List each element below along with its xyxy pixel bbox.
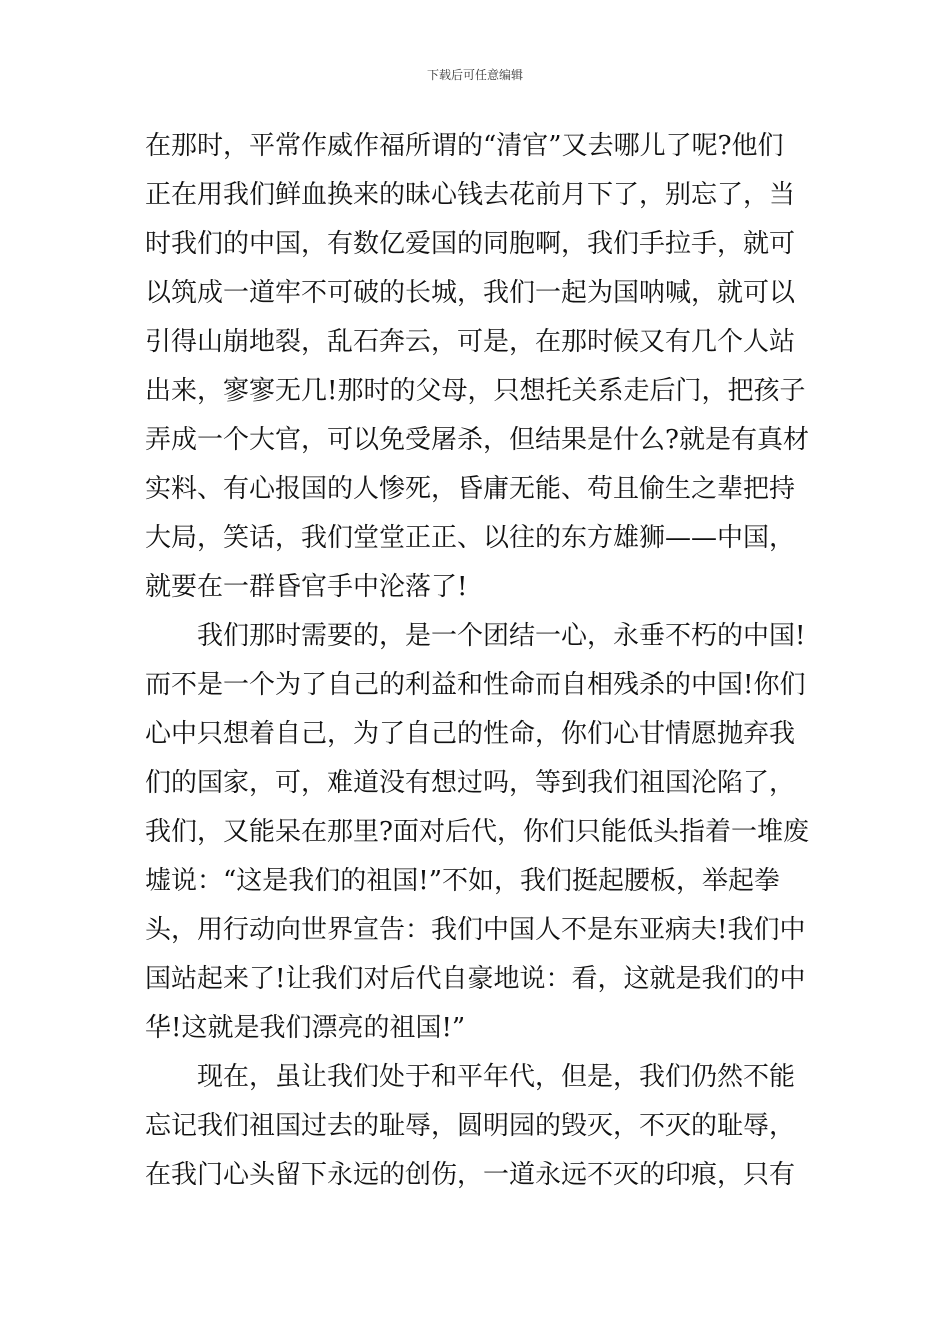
text-line: 在那时，平常作威作福所谓的“清官”又去哪儿了呢?他们 xyxy=(145,131,784,161)
text-line: 正在用我们鲜血换来的昧心钱去花前月下了，别忘了，当 xyxy=(145,180,796,210)
text-line: 弄成一个大官，可以免受屠杀，但结果是什么?就是有真材 xyxy=(145,425,809,455)
body-text xyxy=(145,122,810,1200)
page-header: 下载后可任意编辑 xyxy=(426,68,523,82)
text-line: 以筑成一道牢不可破的长城，我们一起为国呐喊，就可以 xyxy=(145,278,796,308)
text-line: 国站起来了!让我们对后代自豪地说：看，这就是我们的中 xyxy=(145,964,806,994)
text-line: 在我门心头留下永远的创伤，一道永远不灭的印痕，只有 xyxy=(145,1160,796,1190)
text-line: 就要在一群昏官手中沦落了! xyxy=(145,572,468,602)
text-line: 实料、有心报国的人惨死，昏庸无能、苟且偷生之辈把持 xyxy=(145,474,796,504)
paragraph-start-line: 我们那时需要的，是一个团结一心，永垂不朽的中国! xyxy=(197,621,806,651)
text-line: 心中只想着自己，为了自己的性命，你们心甘情愿抛弃我 xyxy=(145,719,796,749)
text-line: 而不是一个为了自己的利益和性命而自相残杀的中国!你们 xyxy=(145,670,806,700)
text-line: 我们，又能呆在那里?面对后代，你们只能低头指着一堆废 xyxy=(145,817,809,847)
text-line: 大局，笑话，我们堂堂正正、以往的东方雄狮——中国， xyxy=(145,523,796,553)
text-line: 墟说：“这是我们的祖国!”不如，我们挺起腰板，举起拳 xyxy=(145,866,781,896)
text-line: 忘记我们祖国过去的耻辱，圆明园的毁灭，不灭的耻辱， xyxy=(145,1111,796,1141)
text-line: 华!这就是我们漂亮的祖国!” xyxy=(145,1013,466,1043)
paragraph-start-line: 现在，虽让我们处于和平年代，但是，我们仍然不能 xyxy=(197,1062,796,1092)
text-line: 头，用行动向世界宣告：我们中国人不是东亚病夫!我们中 xyxy=(145,915,806,945)
text-line: 时我们的中国，有数亿爱国的同胞啊，我们手拉手，就可 xyxy=(145,229,796,259)
text-line: 出来，寥寥无几!那时的父母，只想托关系走后门，把孩子 xyxy=(145,376,806,406)
text-line: 们的国家，可，难道没有想过吗，等到我们祖国沦陷了， xyxy=(145,768,796,798)
text-line: 引得山崩地裂，乱石奔云，可是，在那时候又有几个人站 xyxy=(145,327,796,357)
